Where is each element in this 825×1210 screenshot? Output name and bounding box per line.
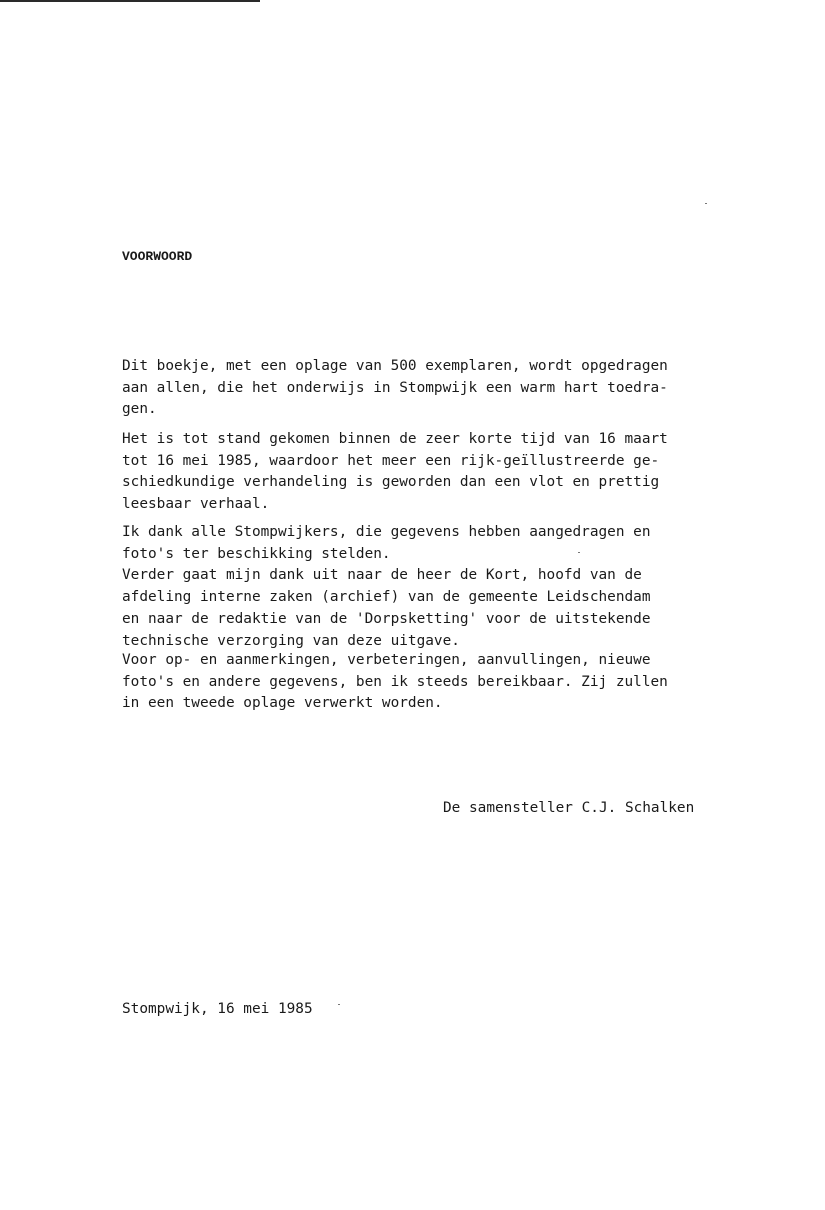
signature: De samensteller C.J. Schalken xyxy=(443,800,695,816)
text-line: leesbaar verhaal. xyxy=(122,496,270,513)
text-line: schiedkundige verhandeling is geworden dan een vlot en prettig xyxy=(122,474,660,491)
place-date: Stompwijk, 16 mei 1985 xyxy=(122,1001,313,1017)
scan-speck xyxy=(705,203,707,204)
page-title: VOORWOORD xyxy=(122,249,193,264)
text-line: Voor op- en aanmerkingen, verbeteringen, aanvullingen, nieuwe xyxy=(122,652,651,668)
text-line: technische verzorging van deze uitgave. xyxy=(122,632,460,649)
paragraph-origin xyxy=(122,429,722,516)
text-line: foto's ter beschikking stelden. xyxy=(122,545,391,562)
text-line: Het is tot stand gekomen binnen de zeer korte tijd van 16 maart xyxy=(122,431,668,447)
text-line: en naar de redaktie van de 'Dorpsketting' voor de uitstekende xyxy=(122,610,651,627)
scan-edge-line xyxy=(0,0,260,2)
scan-speck xyxy=(338,1004,340,1005)
scan-speck xyxy=(578,552,580,553)
text-line: Ik dank alle Stompwijkers, die gegevens hebben aangedragen en xyxy=(122,524,651,540)
text-line: foto's en andere gegevens, ben ik steeds bereikbaar. Zij zullen xyxy=(122,673,668,690)
paragraph-thanks xyxy=(122,522,722,652)
paragraph-dedication xyxy=(122,356,722,421)
paragraph-feedback xyxy=(122,650,722,715)
text-line: gen. xyxy=(122,401,157,418)
text-line: in een tweede oplage verwerkt worden. xyxy=(122,695,443,712)
text-line: afdeling interne zaken (archief) van de gemeente Leidschendam xyxy=(122,589,651,606)
text-line: Dit boekje, met een oplage van 500 exemplaren, wordt opgedragen xyxy=(122,358,668,374)
text-line: aan allen, die het onderwijs in Stompwijk een warm hart toedra- xyxy=(122,379,668,396)
text-line: Verder gaat mijn dank uit naar de heer de Kort, hoofd van de xyxy=(122,567,642,584)
text-line: tot 16 mei 1985, waardoor het meer een rijk-geïllustreerde ge- xyxy=(122,452,660,469)
